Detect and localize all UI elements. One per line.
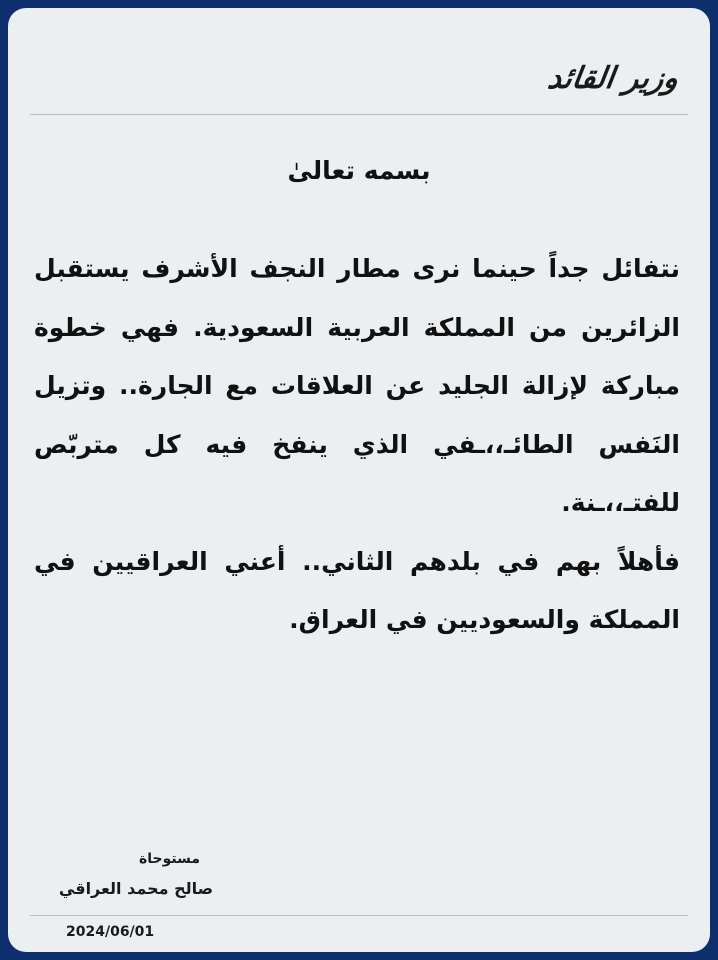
body-paragraph: فأهلاً بهم في بلدهم الثاني.. أعني العراقيين في المملكة والسعوديين في العراق. [34,546,680,634]
logo-text: وزير القائد [545,61,681,96]
body-paragraph: نتفائل جداً حينما نرى مطار النجف الأشرف يستقبل الزائرين من المملكة العربية السعودية. فهي خطوة مباركة لإزالة الجليد عن العلاقات مع الجارة.. وتزيل النَفس الطائـ،،ـفي الذي ينفخ فيه كل متربّص للفتـ،،ـنة. [34,254,680,517]
footer-divider [30,915,688,916]
signature-label: مستوحاة [138,851,200,867]
header-divider [30,114,688,115]
document-heading: بسمه تعالىٰ [287,156,431,185]
signature-block [46,844,226,904]
logo [533,40,694,118]
document-card [8,8,710,952]
signature-name: صالح محمد العراقي [58,879,214,898]
document-date: 2024/06/01 [66,924,155,940]
document-body [34,240,680,650]
